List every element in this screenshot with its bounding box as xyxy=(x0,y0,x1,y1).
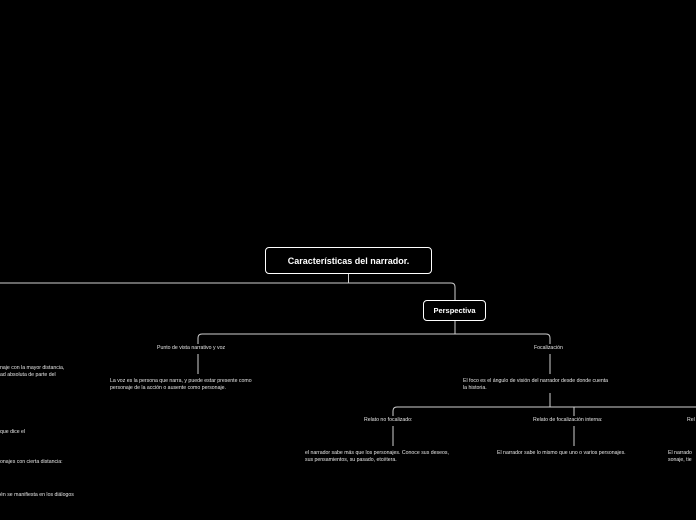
focalizacion-externa-text-line-2: sonaje, tie xyxy=(668,456,692,463)
focalizacion-externa-label-partial[interactable]: Rel xyxy=(687,417,695,423)
left-fragment-2: que dice el xyxy=(0,429,26,435)
left-fragment-4: én se manifiesta en los diálogos xyxy=(0,492,74,498)
focalizacion-externa-text-line-1: El narrado xyxy=(668,450,692,456)
relato-no-focalizado-text-line-2: sus pensamientos, su pasado, etcétera. xyxy=(305,456,397,463)
punto-de-vista-label[interactable]: Punto de vista narrativo y voz xyxy=(157,345,226,351)
left-fragment-1-line-2: ad absoluta de parte del xyxy=(0,371,56,378)
focalizacion-label[interactable]: Focalización xyxy=(534,345,563,351)
focalizacion-interna-label[interactable]: Relato de focalización interna: xyxy=(533,417,603,423)
focalizacion-text-line-2: la historia. xyxy=(463,384,487,391)
left-fragment-3: onajes con cierta distancia: xyxy=(0,459,63,465)
perspectiva-node[interactable] xyxy=(423,300,486,321)
relato-no-focalizado-text-line-1: el narrador sabe más que los personajes. Conoce sus deseos, xyxy=(305,450,449,456)
left-fragment-1-line-1: naje con la mayor distancia, xyxy=(0,365,65,371)
perspectiva-node-label: Perspectiva xyxy=(433,306,476,315)
perspectiva-bus xyxy=(198,334,550,344)
focalizacion-bus xyxy=(393,407,696,416)
root-node[interactable] xyxy=(265,247,432,274)
punto-de-vista-text-line-1: La voz es la persona que narra, y puede estar presente como xyxy=(110,378,252,384)
punto-de-vista-text-line-2: personaje de la acción o ausente como personaje. xyxy=(110,384,226,391)
main-bus xyxy=(0,283,455,300)
focalizacion-interna-text-line-1: El narrador sabe lo mismo que uno o varios personajes. xyxy=(497,450,626,456)
root-node-label: Características del narrador. xyxy=(287,255,410,266)
relato-no-focalizado-label[interactable]: Relato no focalizado: xyxy=(364,417,413,423)
focalizacion-text-line-1: El foco es el ángulo de visión del narrador desde donde cuenta xyxy=(463,378,609,384)
